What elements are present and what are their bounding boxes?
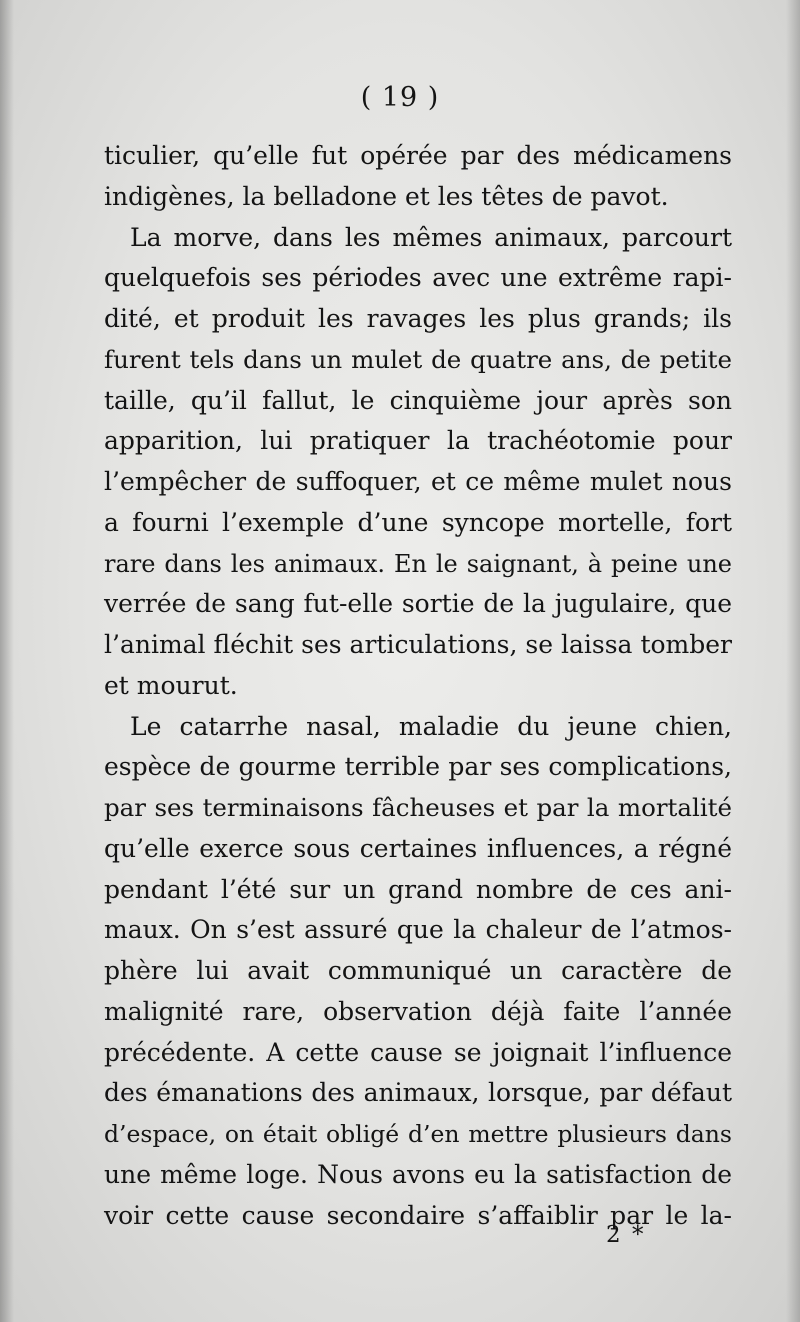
text-line: d’espace, on était obligé d’en mettre plusieurs dans (104, 1120, 732, 1148)
text-line: quelquefois ses périodes avec une extrême rapi- (104, 263, 732, 293)
page-number: ( 19 ) (360, 82, 440, 113)
text-line: par ses terminaisons fâcheuses et par la mortalité (104, 793, 732, 822)
text-line: des émanations des animaux, lorsque, par défaut (104, 1078, 732, 1108)
text-line: phère lui avait communiqué un caractère de (104, 956, 732, 985)
text-line: Le catarrhe nasal, maladie du jeune chien, (130, 711, 732, 741)
text-line: indigènes, la belladone et les têtes de pavot. (104, 181, 669, 211)
text-line: verrée de sang fut-elle sortie de la jugulaire, que (104, 589, 732, 619)
text-line: furent tels dans un mulet de quatre ans, de petite (104, 344, 732, 374)
text-line: rare dans les animaux. En le saignant, à peine une (104, 549, 732, 578)
text-line: l’animal fléchit ses articulations, se laissa tomber (104, 630, 732, 659)
text-line: voir cette cause secondaire s’affaiblir par le la- (104, 1200, 732, 1230)
text-line: dité, et produit les ravages les plus grands; ils (104, 304, 732, 333)
text-line: l’empêcher de suffoquer, et ce même mulet nous (104, 467, 732, 496)
text-line: précédente. A cette cause se joignait l’influence (104, 1037, 732, 1067)
text-line: taille, qu’il fallut, le cinquième jour après son (104, 385, 732, 415)
text-line: et mourut. (104, 670, 238, 700)
text-line: une même loge. Nous avons eu la satisfaction de (104, 1159, 732, 1189)
text-line: a fourni l’exemple d’une syncope mortelle, fort (104, 507, 732, 537)
text-line: La morve, dans les mêmes animaux, parcourt (130, 222, 732, 252)
text-line: malignité rare, observation déjà faite l’année (104, 996, 732, 1026)
page-left-edge-shadow (0, 0, 14, 1322)
text-line: pendant l’été sur un grand nombre de ces ani- (104, 874, 732, 904)
text-line: ticulier, qu’elle fut opérée par des médicamens (104, 141, 732, 170)
signature-mark: 2 * (606, 1222, 646, 1248)
text-line: maux. On s’est assuré que la chaleur de l’atmos- (104, 915, 732, 945)
page-right-edge-shadow (786, 0, 800, 1322)
text-line: apparition, lui pratiquer la trachéotomie pour (104, 426, 732, 456)
text-line: espèce de gourme terrible par ses complications, (104, 752, 732, 782)
text-line: qu’elle exerce sous certaines influences, a régné (104, 833, 732, 863)
body-text (104, 136, 732, 1236)
